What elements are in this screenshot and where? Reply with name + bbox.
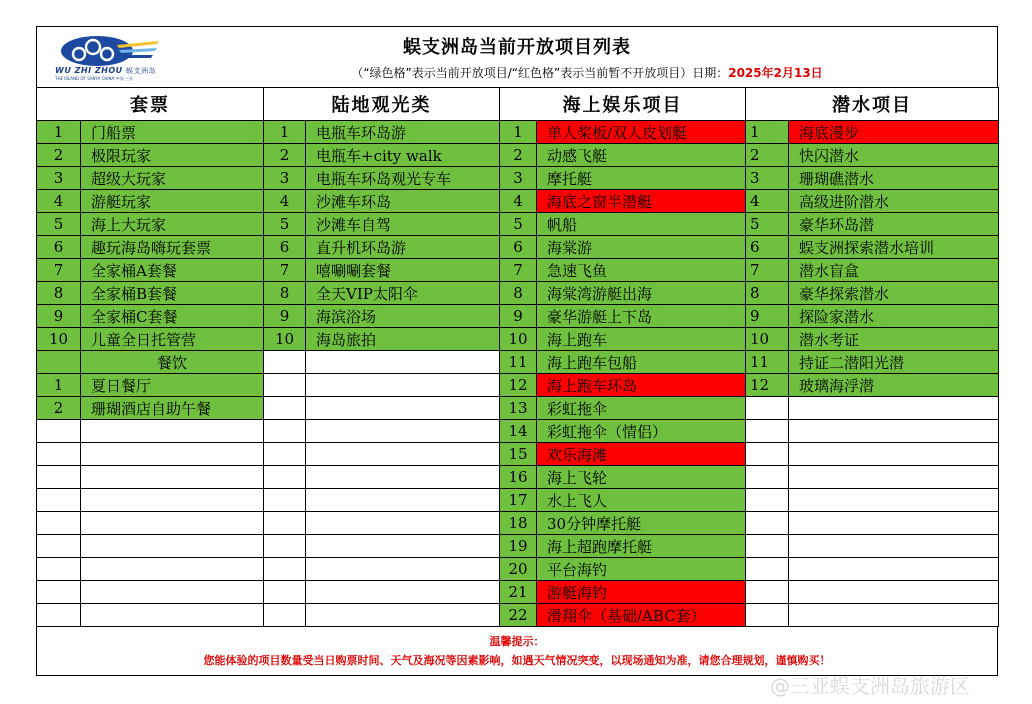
table-row (37, 305, 999, 328)
date-value: 2025年2月13日 (728, 66, 823, 80)
dive-item-name: 高级进阶潜水 (789, 190, 999, 213)
land-item-number (264, 512, 306, 535)
table-row (37, 167, 999, 190)
sea-item-number: 17 (500, 489, 537, 512)
dive-item-number (746, 443, 789, 466)
dive-item-name: 海底漫步 (789, 121, 999, 144)
land-item-number (264, 535, 306, 558)
land-item-number (264, 374, 306, 397)
package-item-name (81, 512, 264, 535)
dive-item-name (789, 512, 999, 535)
package-item-number (37, 604, 81, 627)
dive-item-name: 快闪潜水 (789, 144, 999, 167)
table-row (37, 535, 999, 558)
table-row (37, 282, 999, 305)
sea-item-name: 彩虹拖伞（情侣） (537, 420, 746, 443)
dive-item-name (789, 489, 999, 512)
sea-item-name: 欢乐海滩 (537, 443, 746, 466)
package-item-number: 4 (37, 190, 81, 213)
sea-item-name: 摩托艇 (537, 167, 746, 190)
dive-item-name: 潜水考证 (789, 328, 999, 351)
sea-item-name: 豪华游艇上下岛 (537, 305, 746, 328)
header-packages: 套票 (37, 88, 264, 121)
package-item-number (37, 443, 81, 466)
land-item-name (306, 489, 500, 512)
dive-item-number: 6 (746, 236, 789, 259)
sea-item-name: 滑翔伞（基础/ABC套） (537, 604, 746, 627)
package-item-name: 极限玩家 (81, 144, 264, 167)
land-item-number (264, 443, 306, 466)
land-item-number: 7 (264, 259, 306, 282)
table-row (37, 144, 999, 167)
dive-item-number: 2 (746, 144, 789, 167)
dive-item-number (746, 466, 789, 489)
dive-item-number (746, 604, 789, 627)
dive-item-name: 蜈支洲探索潜水培训 (789, 236, 999, 259)
package-item-name (81, 535, 264, 558)
sea-item-number: 16 (500, 466, 537, 489)
sea-item-name: 海上跑车 (537, 328, 746, 351)
land-item-name: 全天VIP太阳伞 (306, 282, 500, 305)
package-item-number: 5 (37, 213, 81, 236)
package-item-name (81, 420, 264, 443)
sea-item-number: 22 (500, 604, 537, 627)
dive-item-name: 持证二潜阳光潜 (789, 351, 999, 374)
dive-item-name: 豪华环岛潜 (789, 213, 999, 236)
sea-item-number: 11 (500, 351, 537, 374)
sea-item-number: 1 (500, 121, 537, 144)
dive-item-number (746, 489, 789, 512)
warm-tips-heading: 温馨提示： (489, 635, 545, 648)
table-row (37, 259, 999, 282)
table-row (37, 512, 999, 535)
sea-item-name: 帆船 (537, 213, 746, 236)
package-item-number (37, 420, 81, 443)
land-item-name (306, 397, 500, 420)
warm-tips-body: 您能体验的项目数量受当日购票时间、天气及海况等因素影响，如遇天气情况突变，以现场通知为准，请您合理规划，谨慎购买！ (203, 654, 831, 667)
package-item-name (81, 489, 264, 512)
package-item-name: 海上大玩家 (81, 213, 264, 236)
dive-item-name (789, 581, 999, 604)
sea-item-name: 平台海钓 (537, 558, 746, 581)
dive-item-number: 11 (746, 351, 789, 374)
sea-item-name: 海上跑车包船 (537, 351, 746, 374)
dive-item-name: 珊瑚礁潜水 (789, 167, 999, 190)
sea-item-number: 20 (500, 558, 537, 581)
package-item-number: 8 (37, 282, 81, 305)
dive-item-name (789, 443, 999, 466)
land-item-number (264, 397, 306, 420)
dive-item-name (789, 397, 999, 420)
package-item-name (81, 466, 264, 489)
sea-item-number: 15 (500, 443, 537, 466)
dive-item-number: 1 (746, 121, 789, 144)
package-item-name: 全家桶C套餐 (81, 305, 264, 328)
package-item-number: 10 (37, 328, 81, 351)
package-item-name: 趣玩海岛嗨玩套票 (81, 236, 264, 259)
sea-item-number: 7 (500, 259, 537, 282)
sea-item-number: 2 (500, 144, 537, 167)
sea-item-number: 3 (500, 167, 537, 190)
sea-item-name: 海上跑车环岛 (537, 374, 746, 397)
header-diving: 潜水项目 (746, 88, 999, 121)
package-item-number: 1 (37, 374, 81, 397)
sea-item-name: 海棠游 (537, 236, 746, 259)
land-item-name: 沙滩车自驾 (306, 213, 500, 236)
package-item-number: 6 (37, 236, 81, 259)
land-item-number (264, 420, 306, 443)
legend-and-date (217, 64, 957, 81)
table-row (37, 489, 999, 512)
land-item-number: 6 (264, 236, 306, 259)
package-item-name (81, 558, 264, 581)
table-row (37, 328, 999, 351)
sea-item-number: 6 (500, 236, 537, 259)
land-item-number: 9 (264, 305, 306, 328)
table-row (37, 121, 999, 144)
land-item-number: 3 (264, 167, 306, 190)
table-row (37, 351, 999, 374)
land-item-name: 电瓶车环岛观光专车 (306, 167, 500, 190)
package-item-name: 游艇玩家 (81, 190, 264, 213)
sea-item-name: 海棠湾游艇出海 (537, 282, 746, 305)
sea-item-number: 9 (500, 305, 537, 328)
land-item-name: 海岛旅拍 (306, 328, 500, 351)
land-item-number: 8 (264, 282, 306, 305)
table-row (37, 190, 999, 213)
land-item-name (306, 443, 500, 466)
sea-item-name: 急速飞鱼 (537, 259, 746, 282)
sea-item-number: 8 (500, 282, 537, 305)
header-sea-activities: 海上娱乐项目 (500, 88, 746, 121)
land-item-name (306, 558, 500, 581)
dive-item-number (746, 512, 789, 535)
weibo-watermark: @三亚蜈支洲岛旅游区 (770, 674, 970, 698)
dive-item-number (746, 397, 789, 420)
dive-item-number: 9 (746, 305, 789, 328)
land-item-number (264, 558, 306, 581)
table-row (37, 581, 999, 604)
package-item-number (37, 351, 81, 374)
land-item-number: 1 (264, 121, 306, 144)
package-item-name: 门船票 (81, 121, 264, 144)
dive-item-number (746, 558, 789, 581)
dive-item-name (789, 604, 999, 627)
sea-item-name: 海上超跑摩托艇 (537, 535, 746, 558)
dive-item-name (789, 535, 999, 558)
dive-item-number: 8 (746, 282, 789, 305)
legend-note: （“绿色格”表示当前开放项目/“红色格”表示当前暂不开放项目）日期： (351, 66, 729, 80)
land-item-number (264, 489, 306, 512)
package-item-name: 全家桶B套餐 (81, 282, 264, 305)
dive-item-number: 10 (746, 328, 789, 351)
sea-item-name: 海上飞轮 (537, 466, 746, 489)
section-label-dining: 餐饮 (81, 351, 264, 374)
dive-item-name (789, 558, 999, 581)
sea-item-name: 单人桨板/双人皮划艇 (537, 121, 746, 144)
header-row (37, 88, 999, 121)
dive-item-name: 豪华探索潜水 (789, 282, 999, 305)
dive-item-number (746, 535, 789, 558)
package-item-name: 超级大玩家 (81, 167, 264, 190)
land-item-name: 嘻唰唰套餐 (306, 259, 500, 282)
package-item-name (81, 604, 264, 627)
dive-item-number: 12 (746, 374, 789, 397)
package-item-name: 全家桶A套餐 (81, 259, 264, 282)
table-row (37, 420, 999, 443)
package-item-number: 3 (37, 167, 81, 190)
project-table (36, 87, 999, 627)
land-item-name: 电瓶车环岛游 (306, 121, 500, 144)
land-item-name (306, 512, 500, 535)
dive-item-name: 潜水盲盒 (789, 259, 999, 282)
package-item-name: 珊瑚酒店自助午餐 (81, 397, 264, 420)
sea-item-name: 动感飞艇 (537, 144, 746, 167)
land-item-number: 5 (264, 213, 306, 236)
land-item-name (306, 466, 500, 489)
land-item-name (306, 351, 500, 374)
package-item-number: 2 (37, 397, 81, 420)
land-item-number: 4 (264, 190, 306, 213)
table-row (37, 604, 999, 627)
land-item-name (306, 581, 500, 604)
sea-item-number: 5 (500, 213, 537, 236)
sea-item-name: 游艇海钓 (537, 581, 746, 604)
table-row (37, 466, 999, 489)
sea-item-name: 水上飞人 (537, 489, 746, 512)
sea-item-name: 海底之窗半潜艇 (537, 190, 746, 213)
package-item-number (37, 466, 81, 489)
dive-item-name (789, 420, 999, 443)
package-item-number: 7 (37, 259, 81, 282)
land-item-name: 电瓶车+city walk (306, 144, 500, 167)
warm-tips (37, 633, 997, 668)
land-item-number: 2 (264, 144, 306, 167)
sea-item-name: 30分钟摩托艇 (537, 512, 746, 535)
dive-item-number (746, 581, 789, 604)
package-item-name (81, 443, 264, 466)
package-item-number: 9 (37, 305, 81, 328)
table-row (37, 558, 999, 581)
package-item-number (37, 581, 81, 604)
land-item-name (306, 420, 500, 443)
package-item-number (37, 558, 81, 581)
dive-item-number (746, 420, 789, 443)
package-item-name: 夏日餐厅 (81, 374, 264, 397)
land-item-number: 10 (264, 328, 306, 351)
table-row (37, 236, 999, 259)
sea-item-number: 14 (500, 420, 537, 443)
land-item-name: 沙滩车环岛 (306, 190, 500, 213)
project-list-sheet (36, 26, 998, 676)
dive-item-number: 4 (746, 190, 789, 213)
land-item-name (306, 604, 500, 627)
table-row (37, 443, 999, 466)
package-item-number: 2 (37, 144, 81, 167)
package-item-number (37, 535, 81, 558)
sea-item-number: 4 (500, 190, 537, 213)
sea-item-number: 18 (500, 512, 537, 535)
page-title: 蜈支洲岛当前开放项目列表 (403, 37, 631, 58)
land-item-name (306, 535, 500, 558)
sea-item-number: 10 (500, 328, 537, 351)
sea-item-number: 19 (500, 535, 537, 558)
logo-tagline: THE ISLAND OF SANYA CHINA 中国·三亚 (55, 76, 133, 81)
dive-item-name: 玻璃海浮潜 (789, 374, 999, 397)
logo-wordmark: WU ZHI ZHOU 蜈支洲岛 (55, 66, 156, 75)
package-item-number (37, 489, 81, 512)
land-item-name: 直升机环岛游 (306, 236, 500, 259)
land-item-name: 海滨浴场 (306, 305, 500, 328)
land-item-number (264, 351, 306, 374)
sea-item-name: 彩虹拖伞 (537, 397, 746, 420)
package-item-name: 儿童全日托管营 (81, 328, 264, 351)
dive-item-number: 3 (746, 167, 789, 190)
sea-item-number: 12 (500, 374, 537, 397)
sea-item-number: 21 (500, 581, 537, 604)
dive-item-name (789, 466, 999, 489)
header-land-tours: 陆地观光类 (264, 88, 500, 121)
package-item-number: 1 (37, 121, 81, 144)
package-item-number (37, 512, 81, 535)
table-row (37, 374, 999, 397)
land-item-name (306, 374, 500, 397)
sea-item-number: 13 (500, 397, 537, 420)
table-row (37, 397, 999, 420)
land-item-number (264, 604, 306, 627)
land-item-number (264, 581, 306, 604)
dive-item-name: 探险家潜水 (789, 305, 999, 328)
package-item-name (81, 581, 264, 604)
dive-item-number: 7 (746, 259, 789, 282)
dive-item-number: 5 (746, 213, 789, 236)
land-item-number (264, 466, 306, 489)
table-row (37, 213, 999, 236)
